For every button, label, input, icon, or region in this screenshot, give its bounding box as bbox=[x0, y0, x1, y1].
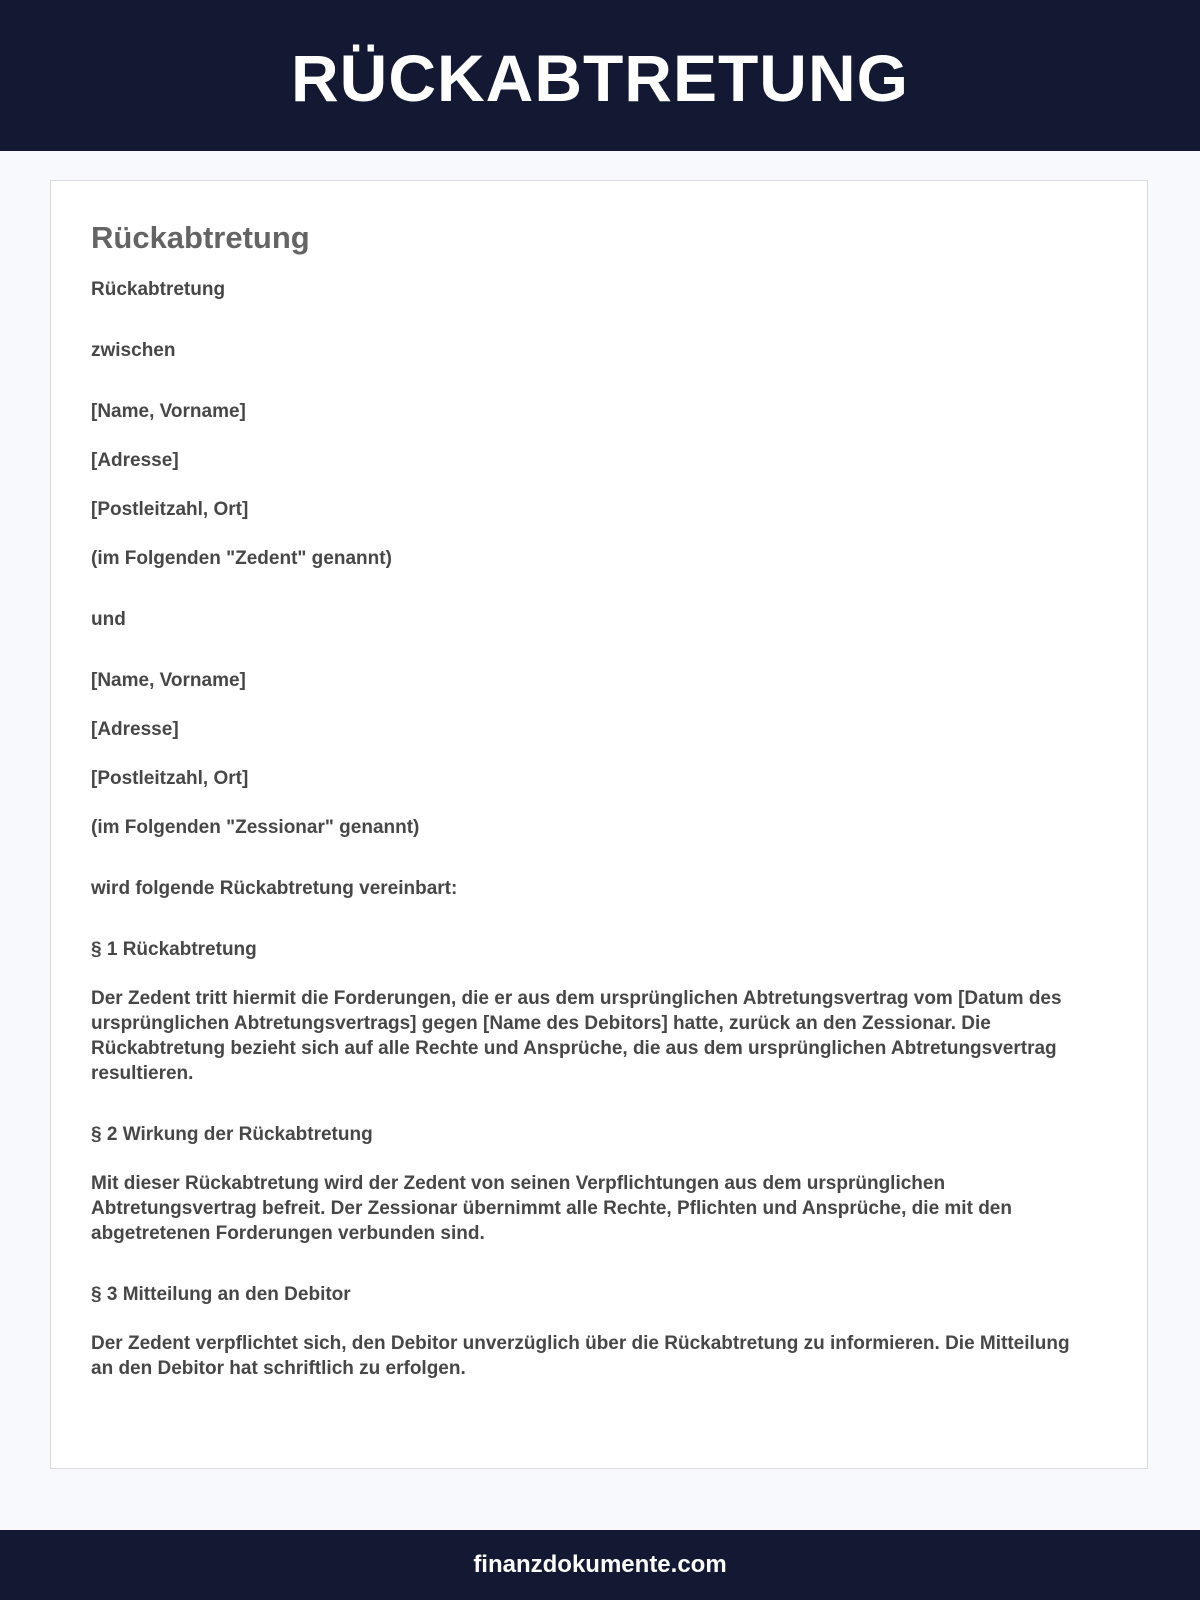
section-text: Mit dieser Rückabtretung wird der Zedent von seinen Verpflichtungen aus dem ursprünglichen Abtretungsvertrag befreit. Der Zessionar übernimmt alle Rechte, Pflichten und Ansprüche, die mit den abgetretenen Forderungen verbunden sind. bbox=[91, 1173, 1012, 1244]
site-footer bbox=[0, 1530, 1200, 1600]
party1-role: (im Folgenden "Zedent" genannt) bbox=[91, 548, 392, 569]
banner-title: RÜCKABTRETUNG bbox=[291, 40, 909, 115]
party2-city: [Postleitzahl, Ort] bbox=[91, 768, 249, 789]
document-card bbox=[50, 180, 1148, 1469]
party2-role: (im Folgenden "Zessionar" genannt) bbox=[91, 817, 420, 838]
agreement-text: wird folgende Rückabtretung vereinbart: bbox=[91, 878, 458, 899]
section-title: § 1 Rückabtretung bbox=[91, 939, 257, 960]
party1-city: [Postleitzahl, Ort] bbox=[91, 499, 249, 520]
between-text: zwischen bbox=[91, 340, 176, 361]
section-text: Der Zedent verpflichtet sich, den Debitor unverzüglich über die Rückabtretung zu informieren. Die Mitteilung an den Debitor hat schriftlich zu erfolgen. bbox=[91, 1333, 1070, 1379]
intro-title: Rückabtretung bbox=[91, 279, 226, 300]
party1-name: [Name, Vorname] bbox=[91, 401, 246, 422]
document-heading: Rückabtretung bbox=[91, 220, 310, 255]
section-title: § 3 Mitteilung an den Debitor bbox=[91, 1284, 351, 1305]
title-banner bbox=[0, 0, 1200, 151]
party1-address: [Adresse] bbox=[91, 450, 179, 471]
section-title: § 2 Wirkung der Rückabtretung bbox=[91, 1124, 373, 1145]
party2-name: [Name, Vorname] bbox=[91, 670, 246, 691]
and-text: und bbox=[91, 609, 126, 630]
section-text: Der Zedent tritt hiermit die Forderungen, die er aus dem ursprünglichen Abtretungsvertrag vom [Datum des ursprünglichen Abtretungsvertrags] gegen [Name des Debitors] hatte, zurück an den Zessionar. Die Rückabtretung bezieht sich auf alle Rechte und Ansprüche, die aus dem ursprünglichen Abtretungsvertrag resultieren. bbox=[91, 988, 1062, 1084]
party2-address: [Adresse] bbox=[91, 719, 179, 740]
footer-site-name: finanzdokumente.com bbox=[473, 1551, 727, 1578]
